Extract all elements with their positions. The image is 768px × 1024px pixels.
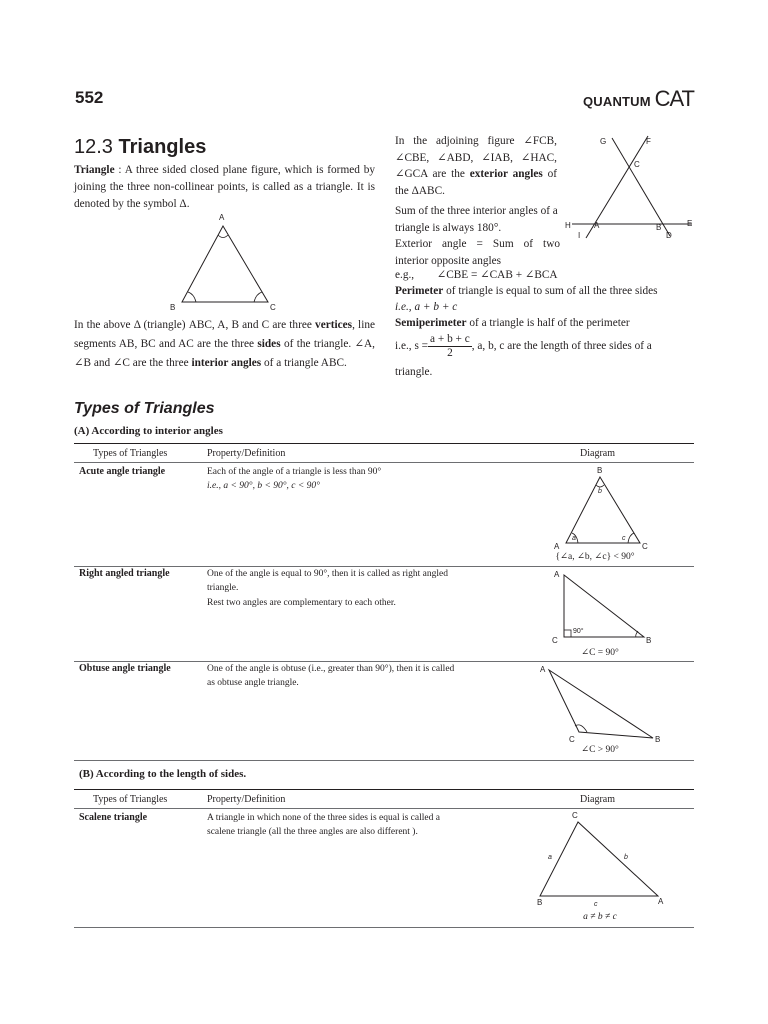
scalene-line2: scalene triangle (all the three angles are also different ).	[207, 826, 418, 837]
table-a-col-diagram: Diagram	[580, 448, 615, 459]
row-acute-name: Acute angle triangle	[79, 466, 166, 477]
table-b-col-diagram: Diagram	[580, 794, 615, 805]
brand-logo	[583, 86, 694, 112]
para2-vertices: vertices	[315, 319, 353, 331]
triangle-abc-figure	[160, 210, 290, 316]
para2-part-c: , line segments AB, BC and AC are the three	[74, 319, 375, 350]
row-obtuse-name: Obtuse angle triangle	[79, 663, 171, 674]
scalene-label-a-side: a	[548, 854, 552, 861]
obtuse-label-b: B	[655, 735, 661, 744]
para2-part-a: In the above Δ (triangle) ABC, A, B and C are three	[74, 319, 316, 331]
label-b: B	[170, 303, 176, 312]
label-c: C	[270, 303, 276, 312]
table-a-top-rule	[74, 443, 694, 444]
exterior-intro: In the adjoining figure ∠FCB, ∠CBE, ∠ABD, ∠IAB, ∠HAC, ∠GCA are the	[395, 135, 557, 180]
acute-triangle-diagram	[550, 463, 650, 553]
definition-text: : A three sided closed plane figure, which is formed by joining the three non-collinear points, is called as a triangle. It is denoted by the symbol Δ.	[74, 164, 375, 210]
ext-label-f: F	[646, 137, 651, 146]
fraction-denominator: 2	[447, 347, 453, 359]
obtuse-line2: as obtuse angle triangle.	[207, 677, 299, 688]
scalene-caption: a ≠ b ≠ c	[583, 912, 617, 922]
acute-caption: {∠a, ∠b, ∠c} < 90°	[555, 552, 635, 562]
row-right-name: Right angled triangle	[79, 568, 170, 579]
right-caption: ∠C = 90°	[581, 648, 619, 658]
acute-label-a-vertex: A	[554, 542, 560, 551]
formula-suffix: , a, b, c are the length of three sides of a	[471, 340, 652, 353]
table-b-col-type: Types of Triangles	[93, 794, 168, 805]
scalene-triangle-diagram	[530, 808, 680, 910]
acute-line2: i.e., a < 90°, b < 90°, c < 90°	[207, 480, 320, 491]
acute-label-a-angle: a	[572, 535, 576, 542]
subheading-interior-angles: (A) According to interior angles	[74, 425, 223, 437]
para2-interior-angles: interior angles	[191, 357, 262, 369]
table-a-col-type: Types of Triangles	[93, 448, 168, 459]
table-b-col-property: Property/Definition	[207, 794, 286, 805]
ext-label-a: A	[594, 221, 600, 230]
para2-part-g: of a triangle ABC.	[261, 357, 347, 369]
triangle-word: triangle.	[395, 366, 433, 378]
right-line3: Rest two angles are complementary to each other.	[207, 598, 396, 608]
semiperimeter-text	[395, 315, 695, 332]
obtuse-line1: One of the angle is obtuse (i.e., greater than 90°), then it is called	[207, 664, 455, 674]
ext-label-h: H	[565, 221, 571, 230]
scalene-line1: A triangle in which none of the three sides is equal is called a	[207, 813, 440, 823]
table-a-bottom-rule	[74, 760, 694, 761]
semiperimeter-term: Semiperimeter	[395, 317, 467, 329]
exterior-angles-paragraph	[395, 133, 557, 199]
right-label-a: A	[554, 570, 560, 579]
obtuse-label-c: C	[569, 735, 575, 744]
semiperimeter-formula	[395, 333, 700, 360]
scalene-label-a-vertex: A	[658, 897, 664, 906]
semiperimeter-definition: of a triangle is half of the perimeter	[466, 317, 630, 329]
ext-label-i: I	[578, 231, 581, 240]
angle-sum-text: Sum of the three interior angles of a triangle is always 180°.	[395, 205, 558, 234]
page-number: 552	[75, 88, 104, 107]
right-label-b: B	[646, 636, 652, 645]
exterior-angle-example: e.g., ∠CBE = ∠CAB + ∠BCA	[395, 269, 558, 281]
exterior-angle-figure	[560, 130, 700, 242]
scalene-label-c-side: c	[594, 901, 598, 908]
formula-fraction	[428, 333, 472, 360]
para2-part-e: of the triangle. ∠A, ∠B and ∠C are the three	[74, 338, 375, 369]
ext-label-c: C	[634, 160, 640, 169]
acute-label-b-vertex: B	[597, 466, 603, 475]
perimeter-formula: i.e., a + b + c	[395, 301, 458, 313]
row-right-definition	[207, 568, 537, 611]
perimeter-term: Perimeter	[395, 285, 444, 297]
acute-label-c-vertex: C	[642, 542, 648, 551]
fraction-numerator: a + b + c	[430, 333, 470, 345]
exterior-outro: of the ΔABC.	[395, 168, 557, 197]
obtuse-triangle-diagram	[535, 660, 675, 744]
triangle-definition	[74, 162, 375, 213]
row-obtuse-definition	[207, 663, 537, 690]
scalene-label-b-vertex: B	[537, 898, 543, 907]
section-title-text: Triangles	[118, 136, 207, 158]
ext-label-g: G	[600, 137, 607, 146]
exterior-angle-rule: Exterior angle = Sum of two interior opposite angles	[395, 238, 560, 267]
ext-label-b: B	[656, 223, 662, 232]
scalene-label-b-side: b	[624, 854, 628, 861]
brand-cat: CAT	[654, 86, 694, 111]
acute-line1: Each of the angle of a triangle is less than 90°	[207, 467, 382, 477]
perimeter-definition: of triangle is equal to sum of all the three sides	[443, 285, 658, 297]
right-label-c: C	[552, 636, 558, 645]
right-triangle-diagram	[540, 565, 670, 647]
row-acute-definition	[207, 466, 537, 493]
subheading-sides: (B) According to the length of sides.	[79, 768, 247, 780]
para2-sides: sides	[257, 338, 281, 350]
acute-label-b-angle: b	[598, 488, 602, 495]
section-number: 12.3	[74, 136, 113, 158]
right-label-angle: 90°	[573, 628, 584, 635]
right-line1: One of the angle is equal to 90°, then it is called as right angled	[207, 569, 448, 579]
ext-label-e: E	[687, 219, 693, 228]
obtuse-label-a: A	[540, 665, 546, 674]
exterior-angles-term: exterior angles	[469, 168, 543, 180]
formula-prefix: i.e., s =	[395, 340, 429, 353]
table-a-col-property: Property/Definition	[207, 448, 286, 459]
table-b-bottom-rule	[74, 927, 694, 928]
ext-label-d: D	[666, 231, 672, 240]
row-scalene-definition	[207, 812, 537, 839]
definition-term: Triangle	[74, 164, 115, 176]
perimeter-text	[395, 283, 695, 300]
acute-label-c-angle: c	[622, 535, 626, 542]
scalene-label-c-vertex: C	[572, 811, 578, 820]
right-line2: triangle.	[207, 582, 239, 593]
brand-main: QUANTUM	[582, 94, 651, 109]
types-heading: Types of Triangles	[74, 400, 215, 417]
label-a: A	[219, 213, 225, 222]
table-b-top-rule	[74, 789, 694, 790]
section-title	[74, 136, 206, 159]
vertices-paragraph	[74, 316, 375, 373]
row-scalene-name: Scalene triangle	[79, 812, 148, 823]
obtuse-caption: ∠C > 90°	[581, 745, 619, 755]
